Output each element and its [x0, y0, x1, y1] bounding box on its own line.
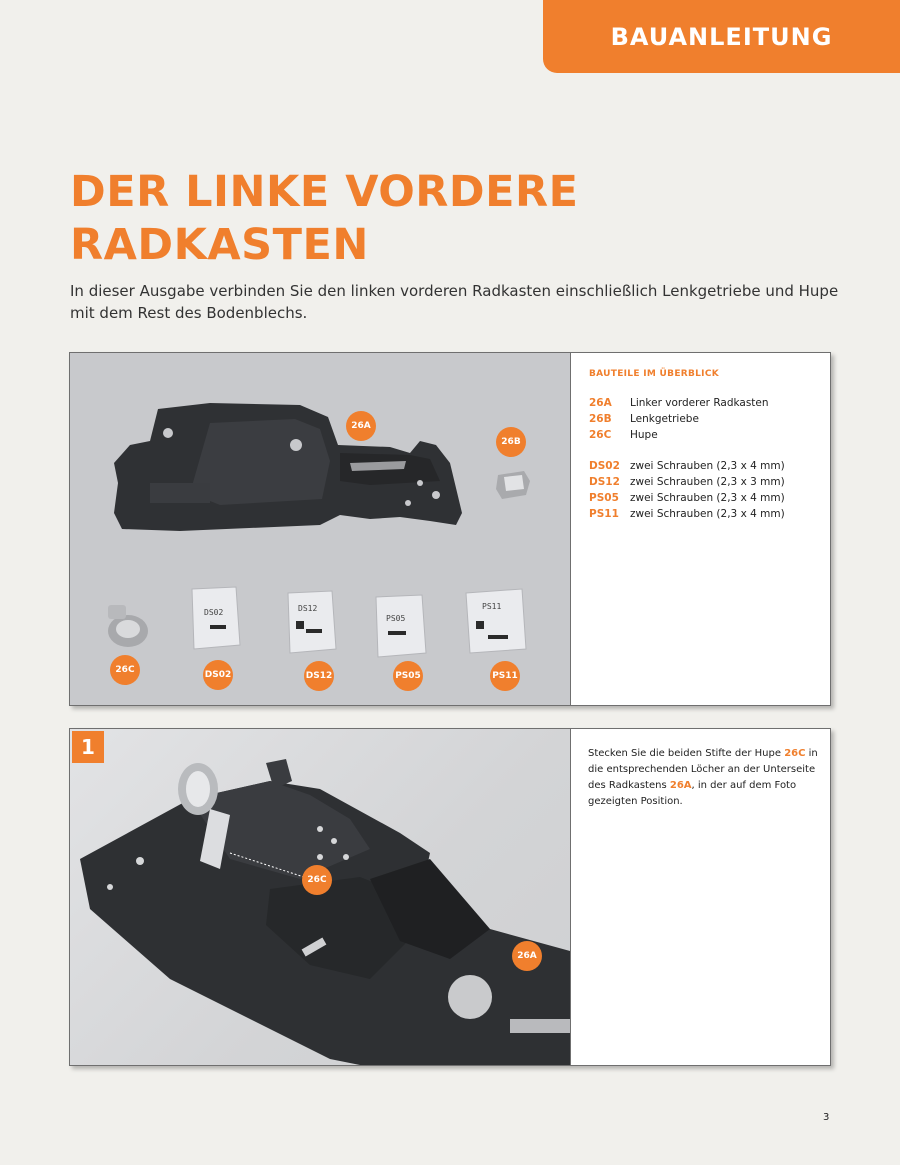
bag-label-ds12: DS12 — [298, 604, 318, 613]
step-1-illustration — [70, 729, 571, 1065]
step-number: 1 — [72, 731, 104, 763]
parts-list-sidebar — [589, 369, 824, 522]
label-badge-26c: 26C — [302, 865, 332, 895]
part-description: Linker vorderer Radkasten — [630, 397, 769, 409]
list-item — [589, 506, 824, 522]
label-badge-ds02: DS02 — [203, 660, 233, 690]
section-tab — [543, 0, 900, 73]
screw-code: DS12 — [589, 476, 620, 488]
part-description: Hupe — [630, 429, 658, 441]
page-number: 3 — [823, 1112, 830, 1123]
label-badge-ps05: PS05 — [393, 661, 423, 691]
screw-description: zwei Schrauben (2,3 x 4 mm) — [630, 460, 785, 472]
label-badge-26a: 26A — [512, 941, 542, 971]
part-reference-26c: 26C — [784, 748, 806, 759]
wheel-arch-closeup-shape — [80, 759, 570, 1065]
page-title-line1: DER LINKE VORDERE — [70, 167, 579, 217]
list-item — [589, 490, 824, 506]
horn-part-shape — [108, 605, 148, 647]
steering-gear-part-shape — [496, 471, 530, 499]
screw-bag-ps05 — [376, 595, 426, 657]
screw-code: PS11 — [589, 508, 619, 520]
list-item — [589, 458, 824, 474]
page-title-line2: RADKASTEN — [70, 220, 369, 270]
step-1-panel — [69, 728, 831, 1066]
screws-list — [589, 458, 824, 522]
screw-bag-ds02 — [192, 587, 240, 649]
parts-photo — [70, 353, 571, 705]
screw-bag-ds12 — [288, 591, 336, 653]
part-code: 26A — [589, 397, 612, 409]
list-item — [589, 474, 824, 490]
wheel-arch-part-shape — [114, 403, 462, 531]
parts-list-heading: BAUTEILE IM ÜBERBLICK — [589, 369, 720, 379]
intro-text: In dieser Ausgabe verbinden Sie den linken vorderen Radkasten einschließlich Lenkgetriebe und Hupe mit dem Rest des Bodenblechs. — [70, 282, 839, 322]
label-badge-26c: 26C — [110, 655, 140, 685]
page-title — [70, 166, 690, 272]
bag-label-ds02: DS02 — [204, 608, 224, 617]
part-reference-26a: 26A — [669, 780, 692, 791]
part-code: 26C — [589, 429, 612, 441]
instruction-text-part: in die entsprechenden Löcher an der Unterseite des Radkastens — [588, 748, 818, 791]
step-1-instruction — [588, 746, 820, 810]
list-item — [589, 427, 824, 443]
list-item — [589, 395, 824, 411]
screw-description: zwei Schrauben (2,3 x 4 mm) — [630, 492, 785, 504]
screw-description: zwei Schrauben (2,3 x 4 mm) — [630, 508, 785, 520]
bag-label-ps11: PS11 — [482, 602, 502, 611]
list-item — [589, 411, 824, 427]
label-badge-26a: 26A — [346, 411, 376, 441]
part-description: Lenkgetriebe — [630, 413, 699, 425]
part-code: 26B — [589, 413, 612, 425]
screw-code: DS02 — [589, 460, 620, 472]
label-badge-ps11: PS11 — [490, 661, 520, 691]
label-badge-26b: 26B — [496, 427, 526, 457]
screw-description: zwei Schrauben (2,3 x 3 mm) — [630, 476, 785, 488]
screw-code: PS05 — [589, 492, 619, 504]
section-tab-label: BAUANLEITUNG — [610, 22, 833, 51]
parts-list — [589, 395, 824, 443]
step-1-photo — [70, 729, 571, 1065]
parts-illustration — [70, 353, 571, 705]
label-badge-ds12: DS12 — [304, 661, 334, 691]
instruction-text-part: Stecken Sie die beiden Stifte der Hupe — [588, 748, 785, 759]
parts-overview-panel — [69, 352, 831, 706]
screw-bag-ps11 — [466, 589, 526, 653]
instruction-text-part: , in der auf dem Foto gezeigten Position. — [588, 780, 797, 807]
bag-label-ps05: PS05 — [386, 614, 406, 623]
